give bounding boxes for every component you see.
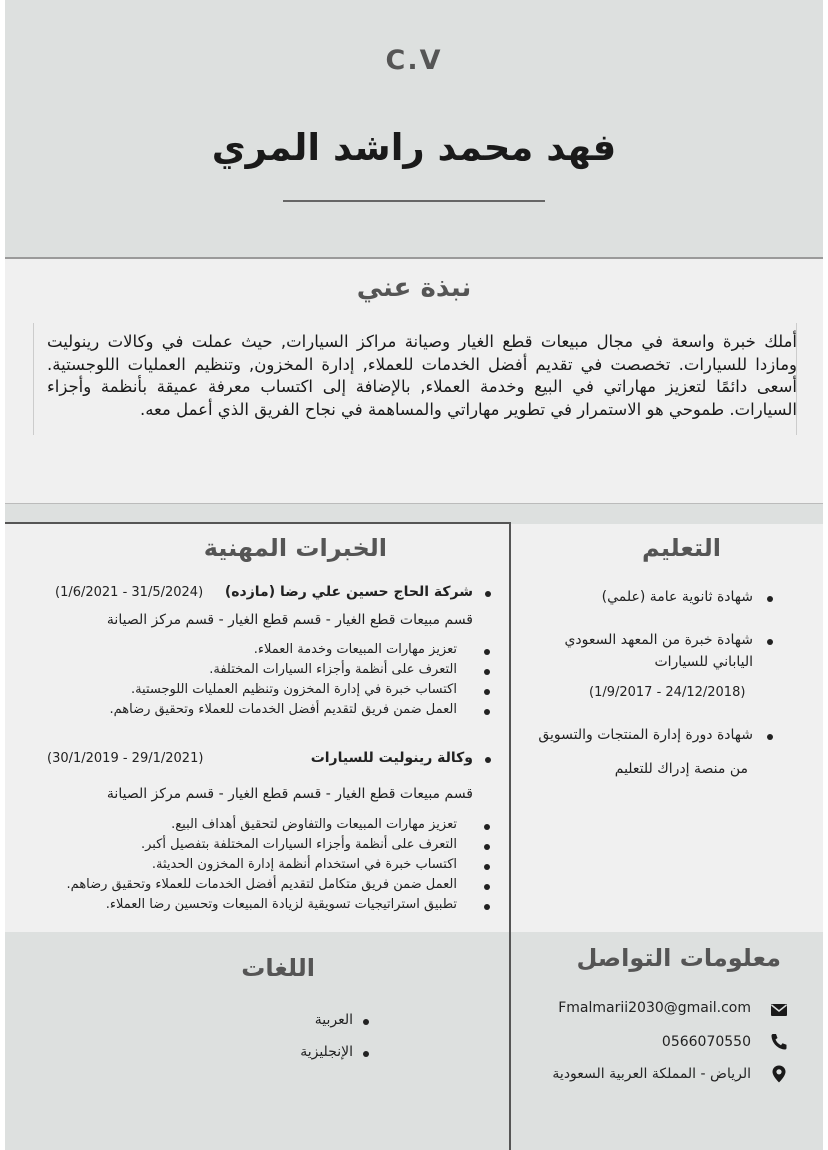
experience-title: الخبرات المهنية xyxy=(203,534,387,562)
job-date: (30/1/2019 - 29/1/2021) xyxy=(47,751,204,766)
job-duty: اكتساب خبرة في إدارة المخزون وتنظيم العمليات اللوجستية. xyxy=(130,682,457,697)
person-name: فهد محمد راشد المري xyxy=(211,126,617,169)
edu-bullet xyxy=(767,639,773,645)
duty-bullet xyxy=(484,649,490,655)
phone-icon xyxy=(769,1032,789,1052)
edu-item: شهادة خبرة من المعهد السعودي xyxy=(564,632,753,648)
duty-bullet xyxy=(484,884,490,890)
duty-bullet xyxy=(484,844,490,850)
job-company: وكالة رينوليت للسيارات xyxy=(310,750,473,766)
contact-title: معلومات التواصل xyxy=(576,944,781,972)
job-bullet xyxy=(485,591,491,597)
experience-section xyxy=(5,524,509,932)
education-section xyxy=(511,524,823,932)
job-duty: التعرف على أنظمة وأجزاء السيارات المختلفة بتفصيل أكبر. xyxy=(140,837,457,852)
job-duty: العمل ضمن فريق متكامل لتقديم أفضل الخدمات للعملاء وتحقيق رضاهم. xyxy=(66,877,457,892)
job-date: (1/6/2021 - 31/5/2024) xyxy=(55,585,204,600)
duty-bullet xyxy=(484,669,490,675)
job-duty: التعرف على أنظمة وأجزاء السيارات المختلفة. xyxy=(209,662,457,677)
job-company: شركة الحاج حسين علي رضا (مازده) xyxy=(224,584,473,600)
language-bullet xyxy=(363,1019,369,1025)
cv-page xyxy=(5,0,823,1150)
duty-bullet xyxy=(484,864,490,870)
about-text: أملك خبرة واسعة في مجال مبيعات قطع الغيار وصيانة مراكز السيارات, حيث عملت في وكالات رينوليت ومازدا للسيارات. تخصصت في تقديم أفضل الخدمات للعملاء, إدارة المخزون, وتنظيم العمليات اللوجستية. أسعى دائمًا لتعزيز مهاراتي في البيع وخدمة العملاء, بالإضافة إلى اكتساب معرفة عميقة بأنظمة وأجزاء السيارات. طموحي هو الاستمرار في تطوير مهاراتي والمساهمة في نجاح الفريق الذي أعمل معه. xyxy=(47,332,797,419)
edu-bullet xyxy=(767,596,773,602)
duty-bullet xyxy=(484,709,490,715)
edu-item-cont: الياباني للسيارات xyxy=(654,654,753,670)
language-bullet xyxy=(363,1051,369,1057)
edu-item: شهادة ثانوية عامة (علمي) xyxy=(601,589,753,605)
contact-email[interactable]: Fmalmarii2030@gmail.com xyxy=(558,1000,751,1016)
job-duty: العمل ضمن فريق لتقديم أفضل الخدمات للعملاء وتحقيق رضاهم. xyxy=(109,702,457,717)
about-title: نبذة عني xyxy=(356,273,472,303)
job-departments: قسم مبيعات قطع الغيار - قسم قطع الغيار - قسم مركز الصيانة xyxy=(106,786,473,802)
envelope-icon xyxy=(769,1000,789,1020)
languages-title: اللغات xyxy=(241,954,315,982)
job-departments: قسم مبيعات قطع الغيار - قسم قطع الغيار - قسم مركز الصيانة xyxy=(106,612,473,628)
language-item: الإنجليزية xyxy=(300,1044,353,1060)
column-divider xyxy=(509,522,511,1150)
duty-bullet xyxy=(484,689,490,695)
column-top-divider xyxy=(5,522,509,524)
job-duty: اكتساب خبرة في استخدام أنظمة إدارة المخزون الحديثة. xyxy=(151,857,457,872)
about-section xyxy=(5,259,823,504)
education-title: التعليم xyxy=(642,534,721,562)
header-section xyxy=(5,0,823,259)
location-pin-icon xyxy=(769,1064,789,1084)
edu-bullet xyxy=(767,734,773,740)
contact-location: الرياض - المملكة العربية السعودية xyxy=(552,1066,751,1082)
job-duty: تعزيز مهارات المبيعات والتفاوض لتحقيق أهداف البيع. xyxy=(171,817,457,832)
separator-band xyxy=(5,504,823,524)
job-duty: تعزيز مهارات المبيعات وخدمة العملاء. xyxy=(253,642,457,657)
edu-item-cont: من منصة إدراك للتعليم xyxy=(614,761,748,777)
edu-date: (1/9/2017 - 24/12/2018) xyxy=(589,685,746,700)
duty-bullet xyxy=(484,824,490,830)
languages-section xyxy=(5,932,509,1150)
job-duty: تطبيق استراتيجيات تسويقية لزيادة المبيعات وتحسين رضا العملاء. xyxy=(105,897,457,912)
name-underline xyxy=(283,200,545,202)
cv-label: C.V xyxy=(385,45,443,76)
edu-item: شهادة دورة إدارة المنتجات والتسويق xyxy=(538,727,753,743)
job-bullet xyxy=(485,757,491,763)
duty-bullet xyxy=(484,904,490,910)
contact-section xyxy=(511,932,823,1150)
language-item: العربية xyxy=(314,1012,353,1028)
contact-phone[interactable]: 0566070550 xyxy=(661,1034,751,1050)
